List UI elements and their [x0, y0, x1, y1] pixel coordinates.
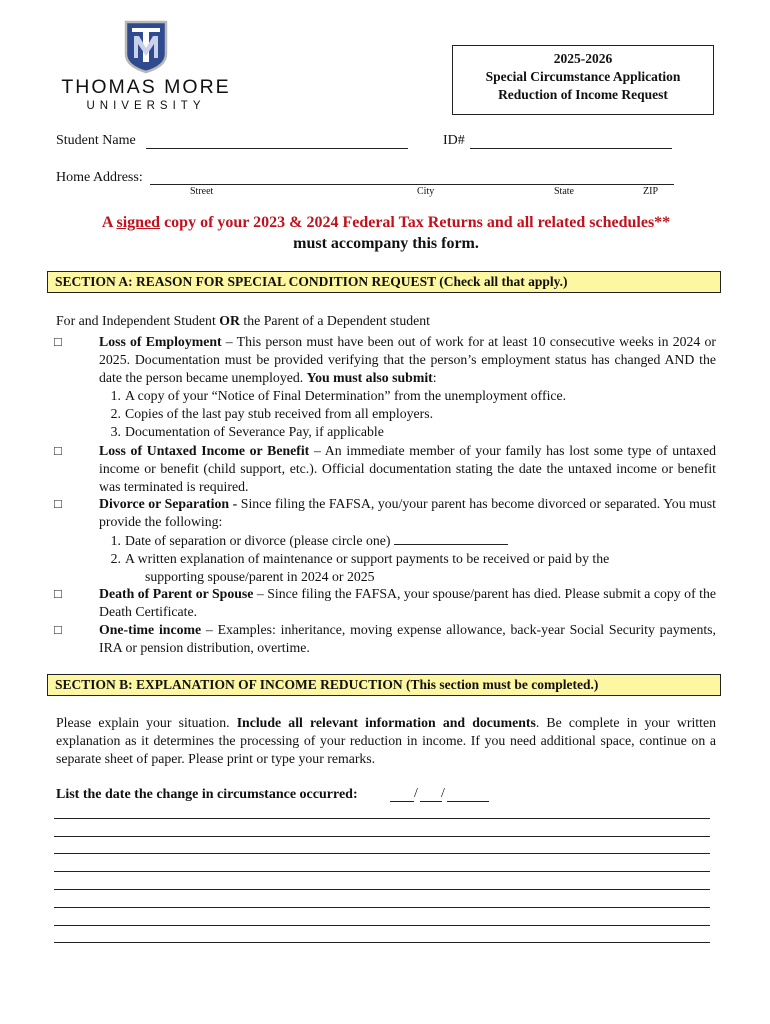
- item-one-time-income: One-time income – Examples: inheritance, moving expense allowance, back-year Social Security payments, IRA or pension distribution, overtime.: [99, 622, 717, 655]
- state-label: State: [554, 186, 574, 197]
- student-name-label: Student Name: [56, 133, 136, 148]
- item-death-of-parent: Death of Parent or Spouse – Since filing the FAFSA, your spouse/parent has died. Please submit a copy of the Death Certificate.: [99, 586, 716, 619]
- item-loss-of-employment: Loss of Employment – This person must have been out of work for at least 10 consecutive weeks in 2024 or 2025. Documentation must be provided verifying that the person’s employment status has changed AND the date the person became unemployed. You must also submit: 1. A copy of your “Notice of Final Determination” from the unemployment office. 2. Copies of the last pay stub received from all employers. 3. Documentation of Severance Pay, if applicable: [99, 334, 716, 439]
- section-a-intro: For and Independent Student OR the Parent of a Dependent student: [56, 313, 430, 328]
- date-month-field[interactable]: [390, 801, 414, 802]
- explanation-line[interactable]: [54, 942, 710, 943]
- item-divorce-or-separation: Divorce or Separation - Since filing the FAFSA, you/your parent has become divorced or separated. You must provide the following: 1. Date of separation or divorce (please circle one) 2. A written explanation of maintenance or support payments to be received or paid by the supporting spouse/parent in 2024 or 2025: [99, 496, 716, 584]
- section-a-heading: SECTION A: REASON FOR SPECIAL CONDITION REQUEST (Check all that apply.): [47, 271, 721, 293]
- form-title: Special Circumstance Application: [485, 69, 681, 84]
- form-subtitle: Reduction of Income Request: [498, 87, 668, 102]
- explanation-line[interactable]: [54, 889, 710, 890]
- date-separator-2: /: [441, 786, 445, 801]
- notice-line-2: must accompany this form.: [293, 235, 479, 252]
- item-loss-of-untaxed-income: Loss of Untaxed Income or Benefit – An immediate member of your family has lost some type of untaxed income or benefit (child support, etc.). Official documentation stating the date the untaxed income or benefit was terminated is required.: [99, 443, 716, 494]
- checkbox-one-time-income[interactable]: □: [54, 622, 62, 637]
- date-change-label: List the date the change in circumstance occurred:: [56, 787, 358, 802]
- explanation-line[interactable]: [54, 853, 710, 854]
- home-address-field[interactable]: [150, 184, 674, 185]
- section-b-heading: SECTION B: EXPLANATION OF INCOME REDUCTION (This section must be completed.): [47, 674, 721, 696]
- street-label: Street: [190, 186, 214, 197]
- checkbox-loss-of-employment[interactable]: □: [54, 334, 62, 349]
- student-id-field[interactable]: [470, 148, 672, 149]
- section-b-instructions: Please explain your situation. Include all relevant information and documents. Be complete in your written explanation as it determines the processing of your reduction in income. If you need additional space, continue on a separate sheet of paper. Please print or type your remarks.: [56, 715, 716, 766]
- explanation-line[interactable]: [54, 925, 710, 926]
- explanation-line[interactable]: [54, 907, 710, 908]
- checkbox-loss-of-untaxed-income[interactable]: □: [54, 443, 62, 458]
- date-year-field[interactable]: [447, 801, 489, 802]
- explanation-line[interactable]: [54, 871, 710, 872]
- logo-subtitle: UNIVERSITY: [86, 100, 206, 112]
- separation-date-field[interactable]: [394, 531, 508, 545]
- tax-return-notice: [56, 212, 716, 254]
- form-title-box: [452, 45, 714, 115]
- zip-label: ZIP: [643, 186, 658, 197]
- student-name-field[interactable]: [146, 148, 408, 149]
- date-day-field[interactable]: [420, 801, 442, 802]
- student-id-label: ID#: [443, 133, 465, 148]
- home-address-label: Home Address:: [56, 170, 143, 185]
- city-label: City: [417, 186, 435, 197]
- notice-line-1: A signed copy of your 2023 & 2024 Federal Tax Returns and all related schedules**: [101, 214, 671, 231]
- checkbox-death-of-parent[interactable]: □: [54, 586, 62, 601]
- checkbox-divorce-or-separation[interactable]: □: [54, 496, 62, 511]
- signed-emphasis: signed: [116, 214, 161, 231]
- form-year: 2025-2026: [553, 51, 613, 66]
- university-logo: [56, 20, 236, 112]
- university-shield-icon: [124, 20, 168, 74]
- explanation-line[interactable]: [54, 836, 710, 837]
- logo-name: THOMAS MORE: [61, 76, 231, 98]
- date-separator-1: /: [414, 786, 418, 801]
- explanation-line[interactable]: [54, 818, 710, 819]
